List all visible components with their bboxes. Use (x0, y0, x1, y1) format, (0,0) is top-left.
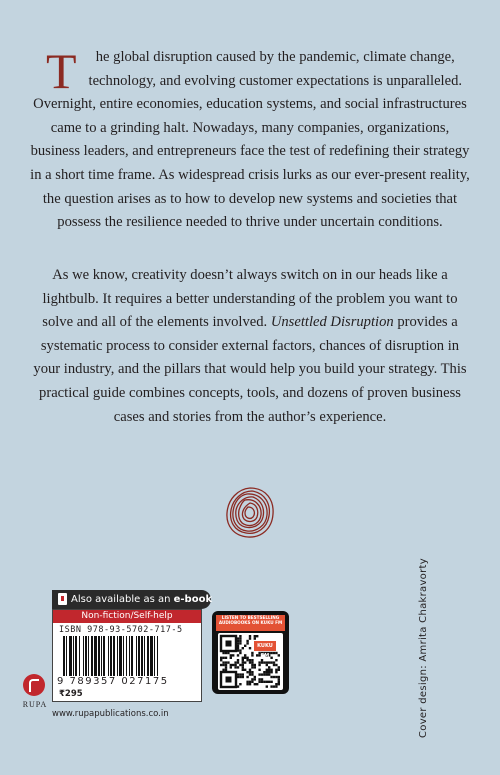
blurb-paragraph-2 (28, 264, 472, 429)
cover-design-credit: Cover design: Amrita Chakravorty (418, 558, 429, 738)
barcode-number: 9 789357 027175 (57, 676, 169, 687)
ebook-label-prefix: Also available as an (71, 594, 174, 605)
genre-label: Non-fiction/Self-help (53, 610, 201, 623)
blurb-text-2a: As we know, creativity doesn’t always switch on in our heads like a lightbulb. It requires a better understanding of the problem you want to solve and all of the elements involved. (42, 267, 458, 331)
barcode-box (52, 609, 202, 702)
isbn-text: ISBN 978-93-5702-717-5 (59, 625, 183, 635)
ebook-device-icon (58, 593, 67, 605)
ebook-label (71, 590, 212, 609)
publisher-website: www.rupapublications.co.in (52, 709, 169, 719)
scribble-ornament-icon (223, 485, 277, 541)
blurb-paragraph-1 (28, 43, 472, 235)
price-label: ₹295 (59, 689, 83, 699)
drop-cap: T (46, 43, 77, 99)
kuku-fm-caption: LISTEN TO BESTSELLING AUDIOBOOKS ON KUKU FM (216, 615, 285, 631)
blurb-text-1: he global disruption caused by the pandemic, climate change, technology, and evolving customer expectations is unparalleled. Overnight, entire economies, education systems, and social infrastructures came to a grinding halt. Nowadays, many companies, organizations, business leaders, and entrepreneurs face the test of redefining their strategy in a short time frame. As widespread crisis lurks as our ever-present reality, the question arises as to how to develop new systems and societies that possess the resilience needed to thrive under uncertain conditions. (30, 49, 470, 231)
barcode-bars (61, 636, 193, 676)
book-title-italic: Unsettled Disruption (270, 314, 394, 331)
kuku-fm-panel (212, 611, 289, 694)
blurb-text-2b: provides a systematic process to consider external factors, chances of disruption in your industry, and the pillars that would help you build your strategy. This practical guide combines concepts, tools, and dozens of proven business cases and stories from the author’s experience. (33, 314, 467, 425)
rupa-logo-icon (23, 674, 45, 696)
ebook-badge (52, 590, 211, 609)
ebook-label-bold: e-book (173, 594, 213, 605)
kuku-fm-logo: KUKU FM (254, 641, 276, 651)
publisher-name: RUPA (22, 700, 48, 709)
